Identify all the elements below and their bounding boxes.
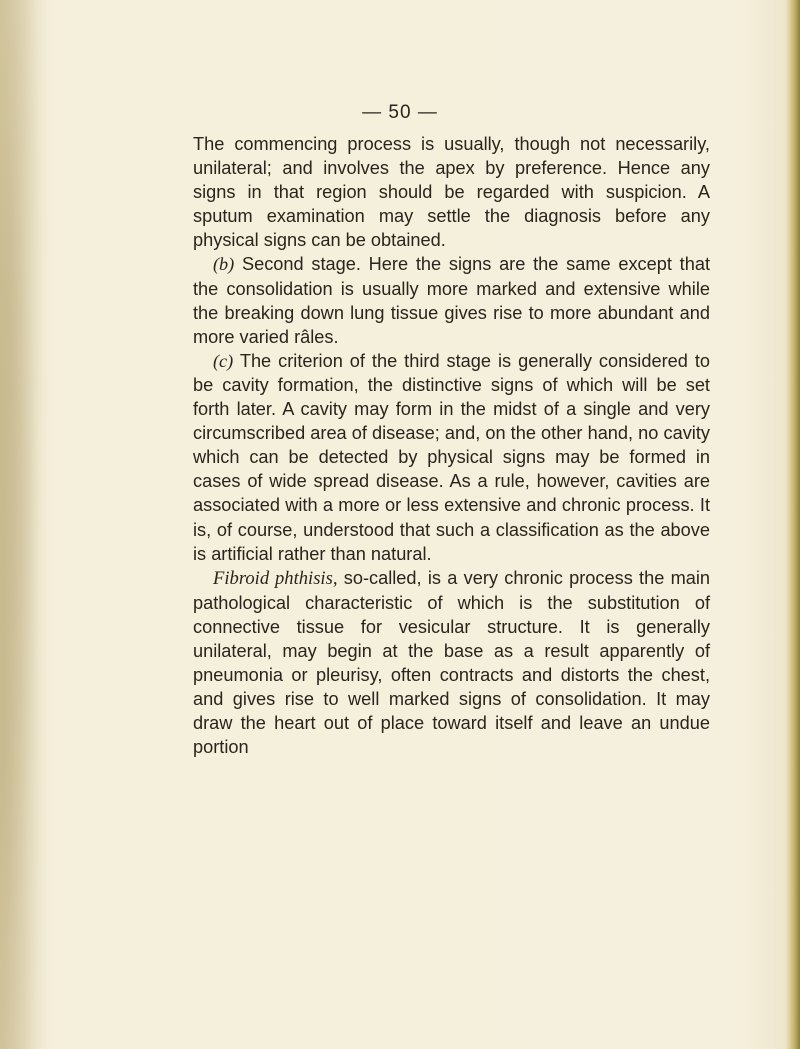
paragraph-term: Fibroid phthisis, — [213, 567, 338, 589]
paragraph-third-stage — [193, 349, 710, 566]
page-number: — 50 — — [362, 102, 438, 123]
paragraph-label: (c) — [213, 350, 234, 371]
paragraph-second-stage — [193, 252, 710, 348]
paragraph-text: The criterion of the third stage is generally considered to be cavity formation, the distinctive signs of which will be set forth later. A cavity may form in the midst of a single and very circumscribed area of disease; and, on the other hand, no cavity which can be detected by physical signs may be formed in cases of wide spread disease. As a rule, however, cavities are associated with a more or less extensive and chronic process. It is, of course, understood that such a classification as the above is artificial rather than natural. — [193, 350, 710, 564]
body-text — [193, 132, 710, 759]
page-stain — [0, 0, 48, 1049]
paragraph-text: The commencing process is usually, though not necessarily, unilateral; and involves the apex by preference. Hence any signs in that region should be regarded with suspicion. A sputum examination may settle the diagnosis before any physical signs can be obtained. — [193, 134, 710, 251]
paragraph-text: Second stage. Here the signs are the same except that the consolidation is usually more marked and extensive while the breaking down lung tissue gives rise to more abundant and more varied râles. — [193, 254, 710, 347]
page-edge — [786, 0, 800, 1049]
paragraph-text: so-called, is a very chronic process the main pathological characteristic of which is the substitution of connective tissue for vesicular structure. It is generally unilateral, may begin at the base as a result apparently of pneumonia or pleurisy, often contracts and distorts the chest, and gives rise to well marked signs of consolidation. It may draw the heart out of place toward itself and leave an undue portion — [193, 567, 710, 758]
paragraph-label: (b) — [213, 254, 235, 275]
paragraph-first-stage — [193, 132, 710, 252]
paragraph-fibroid-phthisis — [193, 566, 710, 760]
